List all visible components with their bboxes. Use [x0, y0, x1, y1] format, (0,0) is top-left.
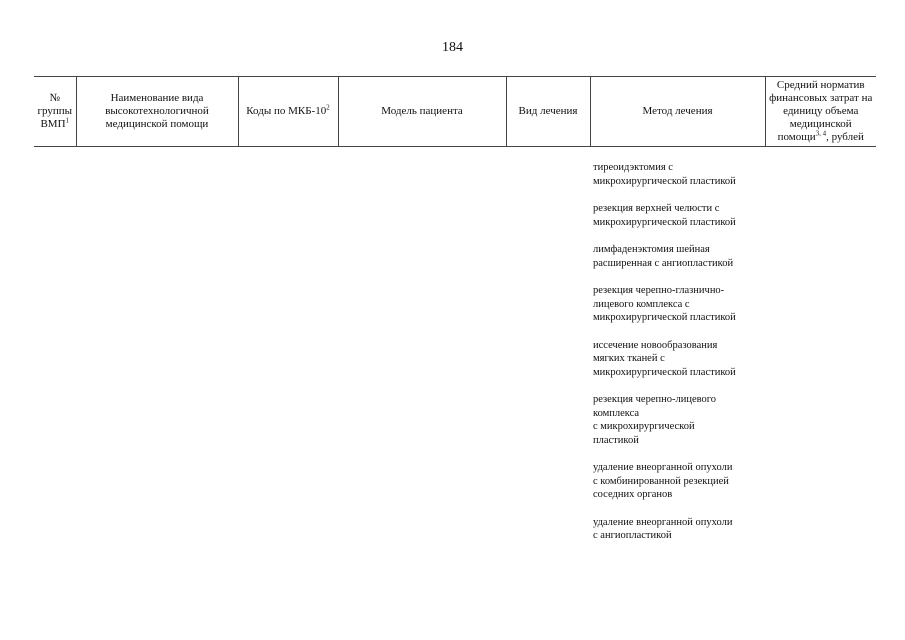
method-item: лимфаденэктомия шейная расширенная с ангиопластикой [593, 244, 734, 269]
method-item: резекция черепно-глазнично- лицевого комплекса с микрохирургической пластикой [593, 285, 736, 323]
method-item: тиреоидэктомия с микрохирургической пластикой [593, 162, 736, 187]
header-cost-norm: Средний норматив финансовых затрат на единицу объема медицинской помощи$^{3, 4}$, рублей [765, 77, 876, 147]
cell-vmp-name [76, 147, 238, 557]
method-item: удаление внеорганной опухоли с ангиопластикой [593, 516, 733, 541]
vmp-table [34, 76, 876, 557]
header-treatment-method: Метод лечения [590, 77, 765, 147]
table-header-row [34, 77, 876, 147]
header-icd-codes: Коды по МКБ-$10^2$ [238, 77, 338, 147]
method-item: удаление внеорганной опухоли с комбинированной резекцией соседних органов [593, 462, 733, 500]
header-group-no: № группы ВМП$^1$ [34, 77, 76, 147]
cell-icd-codes [238, 147, 338, 557]
header-patient-model: Модель пациента [338, 77, 506, 147]
method-item: резекция черепно-лицевого комплекса с микрохирургической пластикой [593, 394, 717, 446]
page-number: 184 [442, 40, 463, 55]
header-vmp-name: Наименование вида высокотехнологичной медицинской помощи [76, 77, 238, 147]
method-item: иссечение новообразования мягких тканей с микрохирургической пластикой [593, 339, 736, 378]
cell-group-no [34, 147, 76, 557]
method-item: резекция верхней челюсти с микрохирургической пластикой [593, 203, 736, 228]
cell-treatment-methods [590, 147, 765, 557]
cell-treatment-type [506, 147, 590, 557]
cell-patient-model [338, 147, 506, 557]
cell-cost-norm [765, 147, 876, 557]
header-treatment-type: Вид лечения [506, 77, 590, 147]
table-row [34, 147, 876, 557]
